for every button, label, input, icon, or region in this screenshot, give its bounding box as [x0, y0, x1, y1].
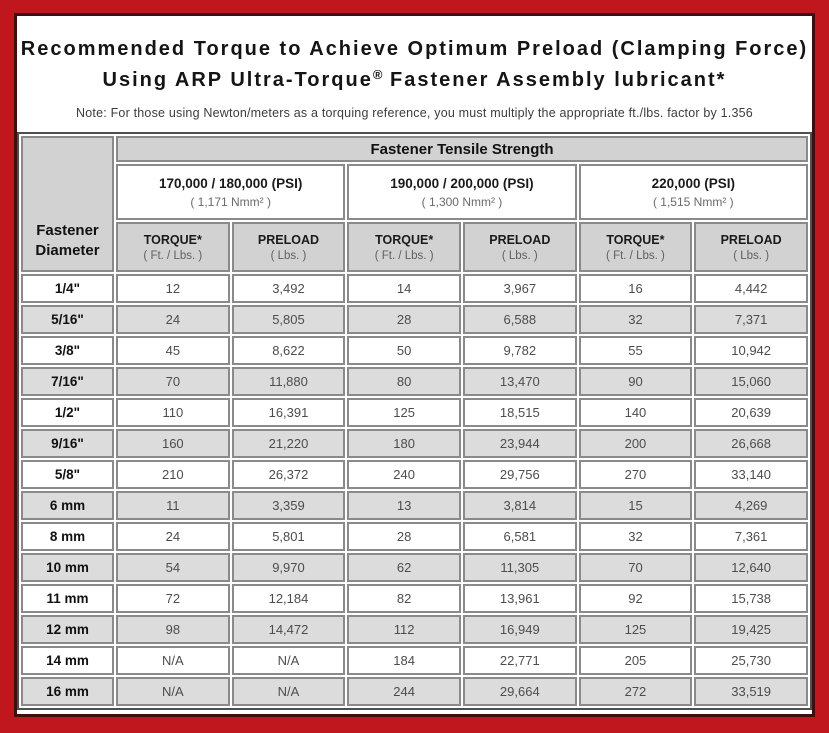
value-cell: 244 — [347, 677, 461, 706]
value-cell: 14 — [347, 274, 461, 303]
value-cell: 160 — [116, 429, 230, 458]
value-cell: 80 — [347, 367, 461, 396]
value-cell: 15,060 — [694, 367, 808, 396]
torque-column-header — [579, 222, 693, 272]
value-cell: 14,472 — [232, 615, 346, 644]
nmm-value: ( 1,300 Nmm² ) — [421, 194, 503, 209]
value-cell: 6,581 — [463, 522, 577, 551]
value-cell: 205 — [579, 646, 693, 675]
fastener-diameter-header — [21, 136, 114, 272]
value-cell: 33,140 — [694, 460, 808, 489]
value-cell: 11,305 — [463, 553, 577, 582]
diameter-cell: 7/16" — [21, 367, 114, 396]
value-cell: 9,782 — [463, 336, 577, 365]
value-cell: 272 — [579, 677, 693, 706]
table-row — [21, 274, 808, 303]
content-panel — [14, 13, 815, 717]
value-cell: 210 — [116, 460, 230, 489]
psi-value: 220,000 (PSI) — [651, 175, 735, 191]
table-row — [21, 615, 808, 644]
value-cell: N/A — [232, 646, 346, 675]
strength-group-header — [116, 164, 345, 220]
value-cell: 15 — [579, 491, 693, 520]
table-row — [21, 553, 808, 582]
column-unit: ( Ft. / Lbs. ) — [606, 249, 665, 262]
diameter-cell: 14 mm — [21, 646, 114, 675]
diameter-cell: 11 mm — [21, 584, 114, 613]
value-cell: 28 — [347, 305, 461, 334]
value-cell: 5,801 — [232, 522, 346, 551]
value-cell: 24 — [116, 522, 230, 551]
torque-column-header — [116, 222, 230, 272]
value-cell: 125 — [347, 398, 461, 427]
value-cell: 12,640 — [694, 553, 808, 582]
value-cell: 45 — [116, 336, 230, 365]
value-cell: 90 — [579, 367, 693, 396]
value-cell: 184 — [347, 646, 461, 675]
value-cell: N/A — [116, 677, 230, 706]
value-cell: 15,738 — [694, 584, 808, 613]
torque-preload-header-row — [21, 222, 808, 272]
value-cell: 3,492 — [232, 274, 346, 303]
value-cell: 6,588 — [463, 305, 577, 334]
value-cell: 20,639 — [694, 398, 808, 427]
value-cell: 29,756 — [463, 460, 577, 489]
tensile-header-row — [21, 136, 808, 162]
value-cell: 3,359 — [232, 491, 346, 520]
table-row — [21, 584, 808, 613]
diameter-cell: 6 mm — [21, 491, 114, 520]
value-cell: 125 — [579, 615, 693, 644]
torque-spec-table — [17, 132, 812, 710]
diameter-cell: 3/8" — [21, 336, 114, 365]
value-cell: 270 — [579, 460, 693, 489]
preload-column-header — [232, 222, 346, 272]
diameter-cell: 12 mm — [21, 615, 114, 644]
title-line-2 — [103, 69, 727, 91]
value-cell: 23,944 — [463, 429, 577, 458]
psi-value: 170,000 / 180,000 (PSI) — [158, 175, 303, 191]
nmm-value: ( 1,515 Nmm² ) — [652, 194, 734, 209]
table-row — [21, 491, 808, 520]
value-cell: 70 — [116, 367, 230, 396]
value-cell: 19,425 — [694, 615, 808, 644]
value-cell: 18,515 — [463, 398, 577, 427]
value-cell: 98 — [116, 615, 230, 644]
value-cell: 112 — [347, 615, 461, 644]
column-label: PRELOAD — [720, 232, 782, 247]
value-cell: 62 — [347, 553, 461, 582]
table-row — [21, 646, 808, 675]
value-cell: 200 — [579, 429, 693, 458]
title-block — [17, 16, 812, 120]
column-label: TORQUE* — [606, 232, 665, 247]
value-cell: 32 — [579, 305, 693, 334]
value-cell: 7,371 — [694, 305, 808, 334]
value-cell: 7,361 — [694, 522, 808, 551]
torque-column-header — [347, 222, 461, 272]
column-unit: ( Lbs. ) — [501, 249, 538, 262]
column-unit: ( Ft. / Lbs. ) — [143, 249, 203, 262]
fastener-diameter-header-line2: Diameter — [35, 241, 100, 259]
value-cell: 13,470 — [463, 367, 577, 396]
value-cell: 4,442 — [694, 274, 808, 303]
value-cell: 50 — [347, 336, 461, 365]
registered-trademark-symbol: ® — [372, 67, 383, 82]
value-cell: 29,664 — [463, 677, 577, 706]
value-cell: N/A — [232, 677, 346, 706]
value-cell: 32 — [579, 522, 693, 551]
value-cell: 92 — [579, 584, 693, 613]
column-unit: ( Ft. / Lbs. ) — [374, 249, 434, 262]
value-cell: N/A — [116, 646, 230, 675]
value-cell: 33,519 — [694, 677, 808, 706]
column-label: TORQUE* — [375, 232, 434, 247]
strength-group-header — [579, 164, 808, 220]
diameter-cell: 5/16" — [21, 305, 114, 334]
value-cell: 28 — [347, 522, 461, 551]
column-label: TORQUE* — [143, 232, 202, 247]
value-cell: 10,942 — [694, 336, 808, 365]
value-cell: 3,814 — [463, 491, 577, 520]
preload-column-header — [694, 222, 808, 272]
value-cell: 140 — [579, 398, 693, 427]
psi-value: 190,000 / 200,000 (PSI) — [390, 175, 534, 191]
table-row — [21, 367, 808, 396]
value-cell: 8,622 — [232, 336, 346, 365]
value-cell: 9,970 — [232, 553, 346, 582]
value-cell: 12 — [116, 274, 230, 303]
table-row — [21, 398, 808, 427]
value-cell: 5,805 — [232, 305, 346, 334]
value-cell: 180 — [347, 429, 461, 458]
diameter-cell: 5/8" — [21, 460, 114, 489]
page-title — [17, 34, 812, 96]
table-row — [21, 522, 808, 551]
diameter-cell: 9/16" — [21, 429, 114, 458]
nmm-value: ( 1,171 Nmm² ) — [190, 194, 271, 209]
value-cell: 24 — [116, 305, 230, 334]
table-row — [21, 460, 808, 489]
strength-group-header — [347, 164, 576, 220]
value-cell: 13 — [347, 491, 461, 520]
value-cell: 16,949 — [463, 615, 577, 644]
column-unit: ( Lbs. ) — [733, 249, 770, 262]
value-cell: 70 — [579, 553, 693, 582]
value-cell: 11,880 — [232, 367, 346, 396]
psi-header-row — [21, 164, 808, 220]
diameter-cell: 8 mm — [21, 522, 114, 551]
value-cell: 26,668 — [694, 429, 808, 458]
fastener-tensile-strength-header: Fastener Tensile Strength — [116, 136, 808, 162]
title-line-1: Recommended Torque to Achieve Optimum Preload (Clamping Force) — [20, 38, 809, 60]
table-row — [21, 305, 808, 334]
value-cell: 26,372 — [232, 460, 346, 489]
value-cell: 12,184 — [232, 584, 346, 613]
value-cell: 82 — [347, 584, 461, 613]
value-cell: 54 — [116, 553, 230, 582]
title-line-2-suffix: Fastener Assembly lubricant* — [382, 69, 727, 91]
diameter-cell: 1/2" — [21, 398, 114, 427]
value-cell: 110 — [116, 398, 230, 427]
note-text: Note: For those using Newton/meters as a torquing reference, you must multiply the appropriate ft./lbs. factor by 1.356 — [76, 106, 753, 120]
title-line-2-text: Using ARP Ultra-Torque — [102, 69, 373, 91]
table-row — [21, 336, 808, 365]
column-label: PRELOAD — [257, 232, 320, 247]
value-cell: 240 — [347, 460, 461, 489]
diameter-cell: 10 mm — [21, 553, 114, 582]
value-cell: 16 — [579, 274, 693, 303]
diameter-cell: 1/4" — [21, 274, 114, 303]
value-cell: 3,967 — [463, 274, 577, 303]
table-row — [21, 429, 808, 458]
value-cell: 11 — [116, 491, 230, 520]
value-cell: 72 — [116, 584, 230, 613]
value-cell: 55 — [579, 336, 693, 365]
column-unit: ( Lbs. ) — [270, 249, 307, 262]
value-cell: 22,771 — [463, 646, 577, 675]
value-cell: 13,961 — [463, 584, 577, 613]
value-cell: 16,391 — [232, 398, 346, 427]
diameter-cell: 16 mm — [21, 677, 114, 706]
value-cell: 25,730 — [694, 646, 808, 675]
value-cell: 4,269 — [694, 491, 808, 520]
preload-column-header — [463, 222, 577, 272]
fastener-diameter-header-line1: Fastener — [36, 222, 99, 239]
table-row — [21, 677, 808, 706]
value-cell: 21,220 — [232, 429, 346, 458]
column-label: PRELOAD — [489, 232, 551, 247]
